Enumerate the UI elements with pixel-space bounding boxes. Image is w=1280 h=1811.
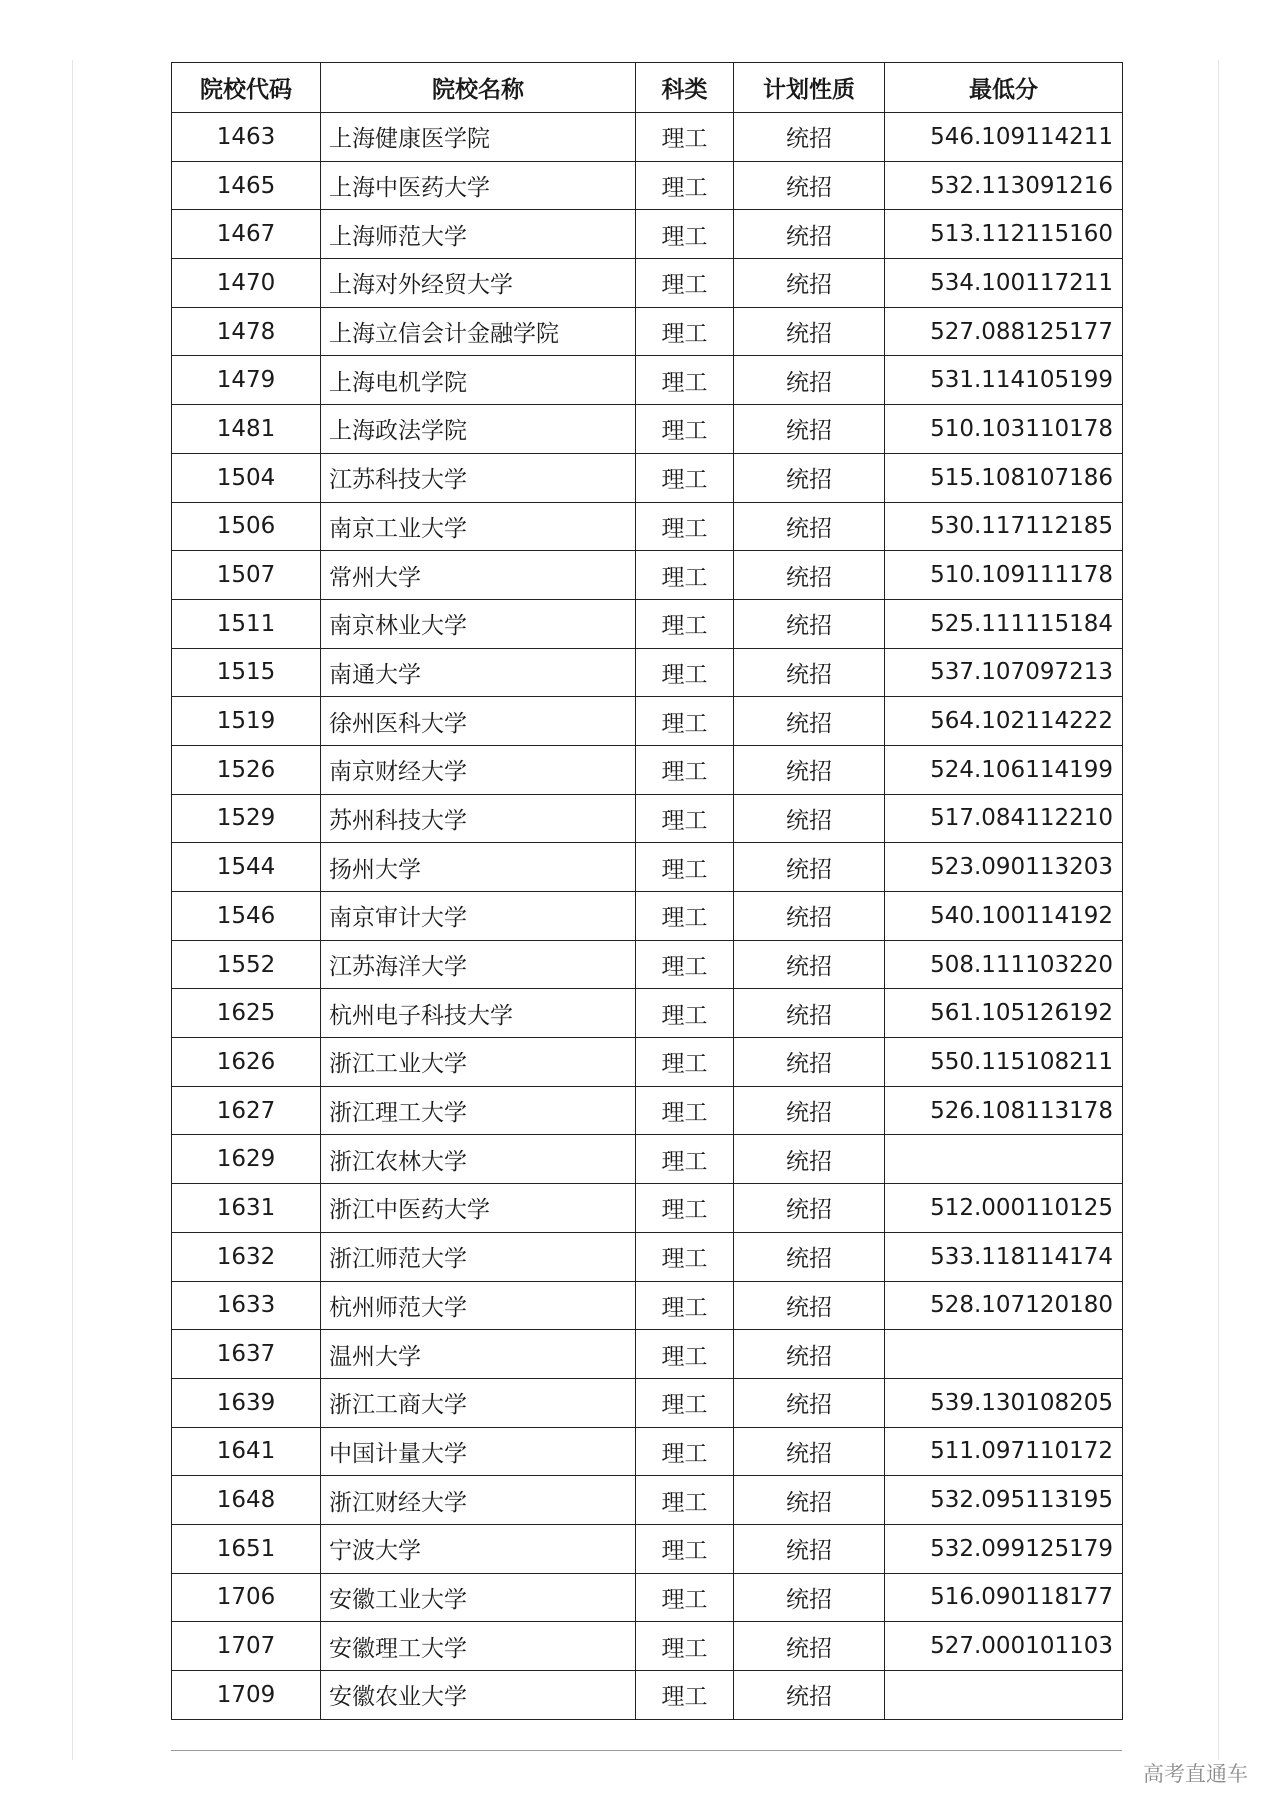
- cell-school-name: 江苏科技大学: [321, 453, 636, 502]
- cell-school-name: 杭州师范大学: [321, 1281, 636, 1330]
- table-row: [172, 1476, 1123, 1525]
- cell-min-score: 510.103110178: [885, 405, 1123, 454]
- cell-subject: 理工: [636, 405, 734, 454]
- cell-plan-type: 统招: [734, 1086, 885, 1135]
- cell-plan-type: 统招: [734, 745, 885, 794]
- cell-subject: 理工: [636, 307, 734, 356]
- cell-school-code: 1504: [172, 453, 321, 502]
- cell-min-score: 532.099125179: [885, 1524, 1123, 1573]
- cell-school-code: 1707: [172, 1622, 321, 1671]
- cell-school-code: 1479: [172, 356, 321, 405]
- cell-plan-type: 统招: [734, 356, 885, 405]
- table-row: [172, 1184, 1123, 1233]
- cell-subject: 理工: [636, 1184, 734, 1233]
- cell-school-name: 上海师范大学: [321, 210, 636, 259]
- cell-school-code: 1626: [172, 1038, 321, 1087]
- cell-subject: 理工: [636, 1330, 734, 1379]
- cell-min-score: 523.090113203: [885, 843, 1123, 892]
- cell-plan-type: 统招: [734, 648, 885, 697]
- cell-min-score: 508.111103220: [885, 940, 1123, 989]
- cell-min-score: 525.111115184: [885, 599, 1123, 648]
- cell-subject: 理工: [636, 648, 734, 697]
- table-row: [172, 1427, 1123, 1476]
- cell-subject: 理工: [636, 892, 734, 941]
- cell-plan-type: 统招: [734, 1427, 885, 1476]
- cell-min-score: 532.095113195: [885, 1476, 1123, 1525]
- cell-min-score: 510.109111178: [885, 551, 1123, 600]
- table-row: [172, 843, 1123, 892]
- cell-subject: 理工: [636, 989, 734, 1038]
- cell-subject: 理工: [636, 1086, 734, 1135]
- cell-min-score: 546.109114211: [885, 113, 1123, 162]
- cell-school-name: 浙江工商大学: [321, 1378, 636, 1427]
- cell-plan-type: 统招: [734, 161, 885, 210]
- cell-plan-type: 统招: [734, 1184, 885, 1233]
- cell-school-name: 南京财经大学: [321, 745, 636, 794]
- table-row: [172, 1232, 1123, 1281]
- table-row: [172, 161, 1123, 210]
- cell-min-score: 532.113091216: [885, 161, 1123, 210]
- cell-school-code: 1651: [172, 1524, 321, 1573]
- cell-school-code: 1632: [172, 1232, 321, 1281]
- cell-school-name: 南京工业大学: [321, 502, 636, 551]
- cell-min-score: 527.000101103: [885, 1622, 1123, 1671]
- cell-school-name: 浙江中医药大学: [321, 1184, 636, 1233]
- cell-school-name: 徐州医科大学: [321, 697, 636, 746]
- cell-min-score: 524.106114199: [885, 745, 1123, 794]
- cell-school-name: 南京林业大学: [321, 599, 636, 648]
- cell-plan-type: 统招: [734, 1135, 885, 1184]
- table-row: [172, 1135, 1123, 1184]
- cell-plan-type: 统招: [734, 405, 885, 454]
- cell-school-code: 1467: [172, 210, 321, 259]
- table-row: [172, 259, 1123, 308]
- cell-school-name: 中国计量大学: [321, 1427, 636, 1476]
- table-row: [172, 1086, 1123, 1135]
- cell-school-code: 1648: [172, 1476, 321, 1525]
- cell-school-code: 1631: [172, 1184, 321, 1233]
- cell-school-code: 1546: [172, 892, 321, 941]
- cell-school-name: 上海立信会计金融学院: [321, 307, 636, 356]
- table-row: [172, 892, 1123, 941]
- cell-school-name: 浙江工业大学: [321, 1038, 636, 1087]
- table-row: [172, 940, 1123, 989]
- page-edge-left: [72, 60, 73, 1760]
- cell-plan-type: 统招: [734, 1573, 885, 1622]
- cell-school-code: 1552: [172, 940, 321, 989]
- cell-school-code: 1463: [172, 113, 321, 162]
- cell-subject: 理工: [636, 356, 734, 405]
- table-row: [172, 1038, 1123, 1087]
- cell-subject: 理工: [636, 1378, 734, 1427]
- cell-subject: 理工: [636, 697, 734, 746]
- cell-school-name: 上海健康医学院: [321, 113, 636, 162]
- cell-subject: 理工: [636, 940, 734, 989]
- cell-plan-type: 统招: [734, 697, 885, 746]
- cell-min-score: 528.107120180: [885, 1281, 1123, 1330]
- cell-school-code: 1641: [172, 1427, 321, 1476]
- cell-plan-type: 统招: [734, 1378, 885, 1427]
- cell-school-code: 1529: [172, 794, 321, 843]
- cell-school-code: 1709: [172, 1671, 321, 1720]
- header-school-name: 院校名称: [321, 63, 636, 113]
- table-row: [172, 1281, 1123, 1330]
- cell-subject: 理工: [636, 1232, 734, 1281]
- table-row: [172, 989, 1123, 1038]
- admission-score-table: [171, 62, 1123, 1720]
- cell-school-code: 1629: [172, 1135, 321, 1184]
- cell-school-name: 南京审计大学: [321, 892, 636, 941]
- table-row: [172, 210, 1123, 259]
- cell-min-score: 539.130108205: [885, 1378, 1123, 1427]
- cell-school-code: 1633: [172, 1281, 321, 1330]
- cell-school-code: 1465: [172, 161, 321, 210]
- cell-school-code: 1478: [172, 307, 321, 356]
- table-header-row: [172, 63, 1123, 113]
- table-row: [172, 307, 1123, 356]
- cell-plan-type: 统招: [734, 1281, 885, 1330]
- cell-school-name: 浙江师范大学: [321, 1232, 636, 1281]
- cell-subject: 理工: [636, 1671, 734, 1720]
- cell-school-name: 上海政法学院: [321, 405, 636, 454]
- cell-min-score: 513.112115160: [885, 210, 1123, 259]
- table-row: [172, 648, 1123, 697]
- cell-school-name: 扬州大学: [321, 843, 636, 892]
- cell-school-code: 1526: [172, 745, 321, 794]
- cell-plan-type: 统招: [734, 113, 885, 162]
- table-row: [172, 599, 1123, 648]
- cell-school-name: 浙江财经大学: [321, 1476, 636, 1525]
- cell-school-name: 浙江农林大学: [321, 1135, 636, 1184]
- header-subject: 科类: [636, 63, 734, 113]
- table-row: [172, 697, 1123, 746]
- table-row: [172, 356, 1123, 405]
- header-school-code: 院校代码: [172, 63, 321, 113]
- table-row: [172, 1524, 1123, 1573]
- table-row: [172, 1378, 1123, 1427]
- cell-min-score: 517.084112210: [885, 794, 1123, 843]
- cell-plan-type: 统招: [734, 259, 885, 308]
- cell-school-code: 1639: [172, 1378, 321, 1427]
- cell-min-score: 531.114105199: [885, 356, 1123, 405]
- cell-plan-type: 统招: [734, 307, 885, 356]
- cell-subject: 理工: [636, 1281, 734, 1330]
- cell-school-code: 1625: [172, 989, 321, 1038]
- table-row: [172, 405, 1123, 454]
- cell-school-name: 杭州电子科技大学: [321, 989, 636, 1038]
- cell-min-score: [885, 1330, 1123, 1379]
- cell-plan-type: 统招: [734, 892, 885, 941]
- cell-school-name: 常州大学: [321, 551, 636, 600]
- cell-min-score: 540.100114192: [885, 892, 1123, 941]
- cell-subject: 理工: [636, 599, 734, 648]
- cell-min-score: [885, 1671, 1123, 1720]
- cell-plan-type: 统招: [734, 1671, 885, 1720]
- cell-school-name: 上海中医药大学: [321, 161, 636, 210]
- cell-school-code: 1507: [172, 551, 321, 600]
- cell-subject: 理工: [636, 1524, 734, 1573]
- cell-school-code: 1470: [172, 259, 321, 308]
- cell-subject: 理工: [636, 551, 734, 600]
- cell-subject: 理工: [636, 745, 734, 794]
- cell-plan-type: 统招: [734, 989, 885, 1038]
- cell-school-name: 上海对外经贸大学: [321, 259, 636, 308]
- cell-school-name: 苏州科技大学: [321, 794, 636, 843]
- cell-subject: 理工: [636, 1476, 734, 1525]
- cell-school-code: 1637: [172, 1330, 321, 1379]
- cell-plan-type: 统招: [734, 502, 885, 551]
- cell-school-name: 江苏海洋大学: [321, 940, 636, 989]
- cell-plan-type: 统招: [734, 1038, 885, 1087]
- cell-plan-type: 统招: [734, 1232, 885, 1281]
- cell-min-score: 533.118114174: [885, 1232, 1123, 1281]
- cell-subject: 理工: [636, 1622, 734, 1671]
- cell-plan-type: 统招: [734, 1476, 885, 1525]
- cell-plan-type: 统招: [734, 453, 885, 502]
- cell-min-score: 530.117112185: [885, 502, 1123, 551]
- header-plan-type: 计划性质: [734, 63, 885, 113]
- cell-plan-type: 统招: [734, 599, 885, 648]
- table-row: [172, 502, 1123, 551]
- cell-plan-type: 统招: [734, 940, 885, 989]
- cell-plan-type: 统招: [734, 794, 885, 843]
- cell-subject: 理工: [636, 502, 734, 551]
- table-row: [172, 551, 1123, 600]
- cell-school-code: 1515: [172, 648, 321, 697]
- header-min-score: 最低分: [885, 63, 1123, 113]
- table-row: [172, 453, 1123, 502]
- cell-school-name: 宁波大学: [321, 1524, 636, 1573]
- page-edge-right: [1218, 60, 1219, 1760]
- cell-min-score: 537.107097213: [885, 648, 1123, 697]
- cell-plan-type: 统招: [734, 210, 885, 259]
- cell-min-score: 511.097110172: [885, 1427, 1123, 1476]
- cell-subject: 理工: [636, 1038, 734, 1087]
- cell-subject: 理工: [636, 161, 734, 210]
- cell-school-name: 安徽农业大学: [321, 1671, 636, 1720]
- cell-subject: 理工: [636, 843, 734, 892]
- table-row: [172, 1330, 1123, 1379]
- cell-subject: 理工: [636, 794, 734, 843]
- cell-min-score: 561.105126192: [885, 989, 1123, 1038]
- cell-plan-type: 统招: [734, 551, 885, 600]
- table-row: [172, 1622, 1123, 1671]
- cell-subject: 理工: [636, 1427, 734, 1476]
- cell-school-code: 1481: [172, 405, 321, 454]
- cell-min-score: 534.100117211: [885, 259, 1123, 308]
- cell-school-code: 1511: [172, 599, 321, 648]
- cell-subject: 理工: [636, 1135, 734, 1184]
- cell-subject: 理工: [636, 259, 734, 308]
- cell-subject: 理工: [636, 1573, 734, 1622]
- cell-min-score: 515.108107186: [885, 453, 1123, 502]
- footer-divider: [171, 1750, 1122, 1751]
- cell-school-code: 1544: [172, 843, 321, 892]
- cell-school-name: 安徽工业大学: [321, 1573, 636, 1622]
- cell-school-name: 南通大学: [321, 648, 636, 697]
- cell-plan-type: 统招: [734, 1622, 885, 1671]
- cell-school-name: 上海电机学院: [321, 356, 636, 405]
- cell-subject: 理工: [636, 113, 734, 162]
- cell-min-score: 550.115108211: [885, 1038, 1123, 1087]
- cell-subject: 理工: [636, 210, 734, 259]
- table-row: [172, 794, 1123, 843]
- cell-subject: 理工: [636, 453, 734, 502]
- cell-school-code: 1627: [172, 1086, 321, 1135]
- table-body: [172, 113, 1123, 1720]
- table-row: [172, 745, 1123, 794]
- cell-plan-type: 统招: [734, 1524, 885, 1573]
- table-row: [172, 113, 1123, 162]
- cell-min-score: 527.088125177: [885, 307, 1123, 356]
- cell-min-score: [885, 1135, 1123, 1184]
- cell-min-score: 564.102114222: [885, 697, 1123, 746]
- cell-min-score: 516.090118177: [885, 1573, 1123, 1622]
- cell-plan-type: 统招: [734, 843, 885, 892]
- cell-school-name: 安徽理工大学: [321, 1622, 636, 1671]
- cell-school-code: 1506: [172, 502, 321, 551]
- table-row: [172, 1573, 1123, 1622]
- cell-school-name: 温州大学: [321, 1330, 636, 1379]
- cell-min-score: 526.108113178: [885, 1086, 1123, 1135]
- watermark: 高考直通车: [1143, 1762, 1248, 1786]
- cell-school-name: 浙江理工大学: [321, 1086, 636, 1135]
- table-row: [172, 1671, 1123, 1720]
- cell-school-code: 1519: [172, 697, 321, 746]
- cell-min-score: 512.000110125: [885, 1184, 1123, 1233]
- cell-school-code: 1706: [172, 1573, 321, 1622]
- cell-plan-type: 统招: [734, 1330, 885, 1379]
